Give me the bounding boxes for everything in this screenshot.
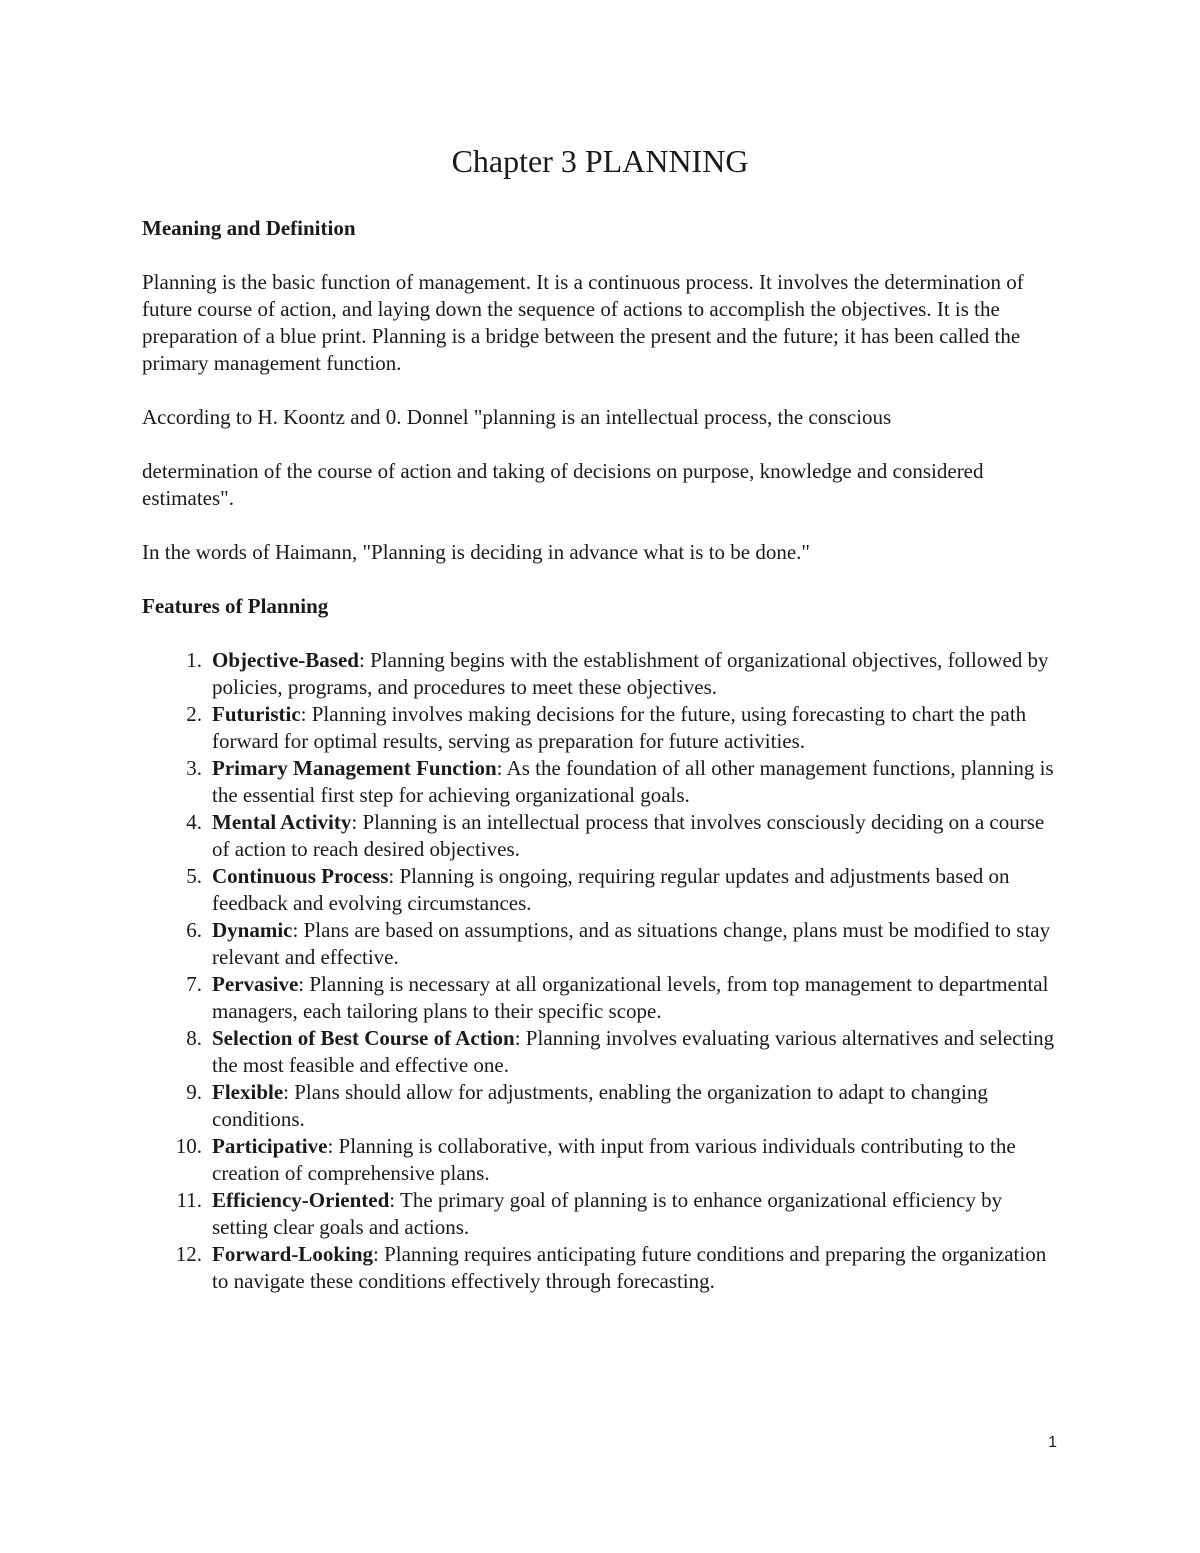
list-item-text: : Planning is an intellectual process that involves consciously deciding on a course of action to reach desired objectives. (212, 810, 1045, 861)
list-item (142, 1187, 1062, 1241)
paragraph-definition: Planning is the basic function of management. It is a continuous process. It involves the determination of future course of action, and laying down the sequence of actions to accomplish the objectives. It is the preparation of a blue print. Planning is a bridge between the present and the future; it has been called the primary management function. (142, 270, 1024, 375)
section-heading-features: Features of Planning (142, 594, 329, 618)
list-item (142, 1025, 1062, 1079)
list-item-term: Mental Activity (212, 810, 352, 834)
list-item-text: : Planning involves evaluating various alternatives and selecting the most feasible and effective one. (212, 1026, 1055, 1077)
list-item (142, 809, 1062, 863)
list-item-text: : Plans are based on assumptions, and as situations change, plans must be modified to stay relevant and effective. (212, 918, 1051, 969)
list-item (142, 701, 1062, 755)
list-item-number: 1. (186, 648, 202, 672)
list-item (142, 917, 1062, 971)
list-item-term: Continuous Process (212, 864, 389, 888)
list-item-term: Dynamic (212, 918, 293, 942)
list-item-number: 5. (186, 864, 202, 888)
list-item-text: : As the foundation of all other management functions, planning is the essential first step for achieving organizational goals. (212, 756, 1054, 807)
list-item (142, 1133, 1062, 1187)
list-item-text: : Plans should allow for adjustments, enabling the organization to adapt to changing conditions. (212, 1080, 988, 1131)
list-item-number: 4. (186, 810, 202, 834)
paragraph-koontz-quote-end: determination of the course of action and taking of decisions on purpose, knowledge and considered estimates". (142, 459, 984, 510)
page-number: 1 (1048, 1434, 1057, 1451)
paragraph-haimann-quote: In the words of Haimann, "Planning is deciding in advance what is to be done." (142, 540, 811, 564)
list-item-number: 2. (186, 702, 202, 726)
page-title: Chapter 3 PLANNING (451, 143, 749, 179)
list-item-term: Forward-Looking (212, 1242, 374, 1266)
list-item (142, 1079, 1062, 1133)
list-item-text: : Planning begins with the establishment of organizational objectives, followed by policies, programs, and procedures to meet these objectives. (212, 648, 1049, 699)
list-item-term: Flexible (212, 1080, 284, 1104)
list-item-number: 10. (175, 1134, 202, 1158)
list-item-text: : Planning is ongoing, requiring regular updates and adjustments based on feedback and evolving circumstances. (212, 864, 1010, 915)
section-heading-meaning: Meaning and Definition (142, 216, 356, 240)
list-item-text: : Planning is collaborative, with input from various individuals contributing to the creation of comprehensive plans. (212, 1134, 1016, 1185)
list-item (142, 647, 1062, 701)
list-item-text: : Planning requires anticipating future conditions and preparing the organization to navigate these conditions effectively through forecasting. (212, 1242, 1047, 1293)
list-item (142, 755, 1062, 809)
features-list (142, 647, 1062, 1295)
list-item-number: 7. (186, 972, 202, 996)
list-item-number: 9. (186, 1080, 202, 1104)
list-item-number: 3. (186, 756, 202, 780)
list-item-term: Participative (212, 1134, 328, 1158)
list-item (142, 863, 1062, 917)
list-item-term: Efficiency-Oriented (212, 1188, 390, 1212)
list-item-text: : The primary goal of planning is to enhance organizational efficiency by setting clear goals and actions. (212, 1188, 1003, 1239)
list-item-number: 11. (176, 1188, 202, 1212)
list-item (142, 971, 1062, 1025)
list-item-text: : Planning is necessary at all organizational levels, from top management to departmental managers, each tailoring plans to their specific scope. (212, 972, 1049, 1023)
list-item-term: Pervasive (212, 972, 299, 996)
list-item-term: Selection of Best Course of Action (212, 1026, 515, 1050)
list-item-number: 12. (175, 1242, 202, 1266)
list-item-number: 8. (186, 1026, 202, 1050)
list-item-text: : Planning involves making decisions for the future, using forecasting to chart the path forward for optimal results, serving as preparation for future activities. (212, 702, 1027, 753)
list-item-term: Futuristic (212, 702, 301, 726)
list-item-number: 6. (186, 918, 202, 942)
list-item-term: Primary Management Function (212, 756, 497, 780)
list-item (142, 1241, 1062, 1295)
paragraph-koontz-quote-start: According to H. Koontz and 0. Donnel "planning is an intellectual process, the conscious (142, 405, 892, 429)
list-item-term: Objective-Based (212, 648, 359, 672)
